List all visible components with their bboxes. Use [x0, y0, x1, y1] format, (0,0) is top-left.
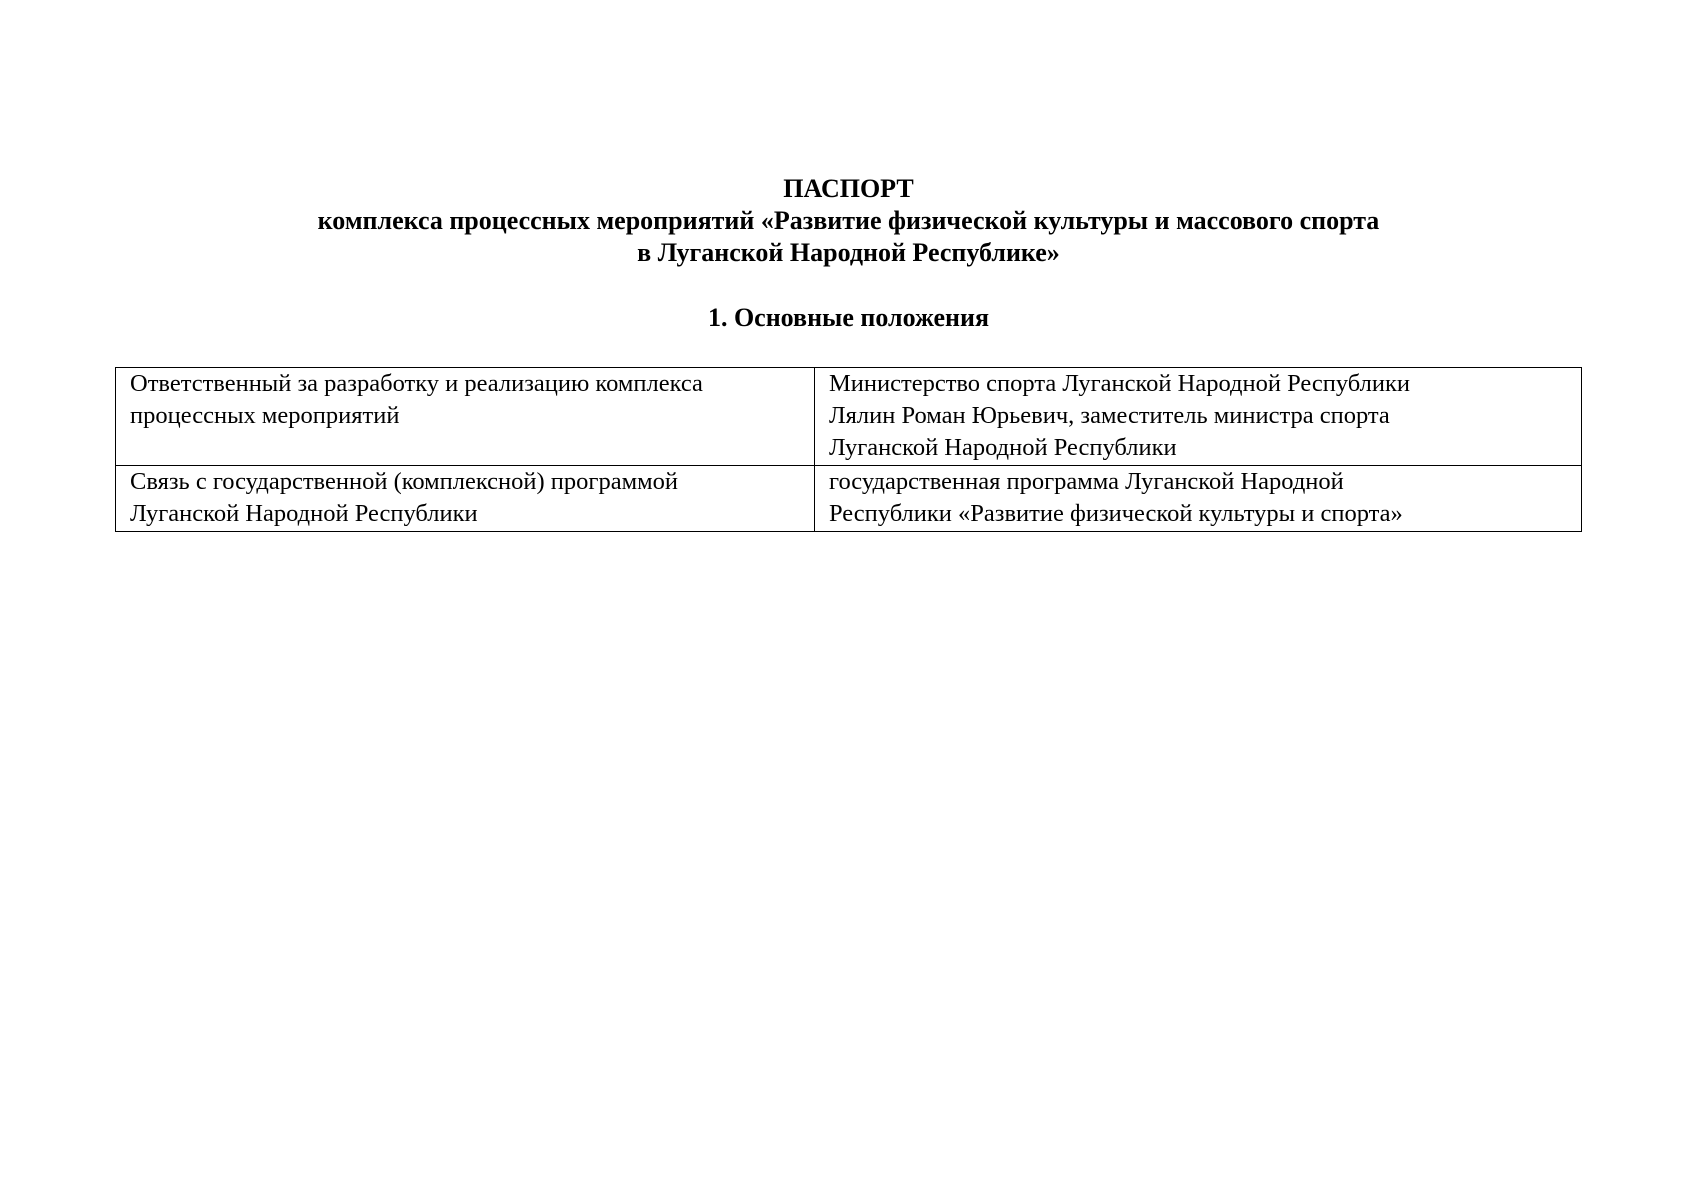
table-row: [116, 368, 1582, 466]
document-title: [0, 173, 1697, 269]
title-line-subject: комплекса процессных мероприятий «Развитие физической культуры и массового спорта: [317, 206, 1380, 235]
cell-text-line: процессных мероприятий: [130, 402, 400, 429]
cell-text-line: Ответственный за разработку и реализацию комплекса: [130, 370, 703, 397]
table-cell-label: [116, 368, 815, 466]
table-cell-value: [815, 466, 1582, 532]
section-heading: 1. Основные положения: [707, 303, 990, 332]
cell-text-line: Лялин Роман Юрьевич, заместитель министра спорта: [829, 402, 1390, 429]
table-cell-label: [116, 466, 815, 532]
cell-text-line: Министерство спорта Луганской Народной Республики: [829, 370, 1410, 397]
cell-text-line: Связь с государственной (комплексной) программой: [130, 468, 678, 495]
basic-provisions-table: [115, 367, 1582, 532]
table-row: [116, 466, 1582, 532]
title-line-passport: ПАСПОРТ: [783, 174, 914, 203]
title-line-region: в Луганской Народной Республике»: [637, 238, 1060, 267]
cell-text-line: государственная программа Луганской Народной: [829, 468, 1344, 495]
cell-text-line: Луганской Народной Республики: [829, 434, 1177, 461]
cell-text-line: Луганской Народной Республики: [130, 500, 478, 527]
table-cell-value: [815, 368, 1582, 466]
cell-text-line: Республики «Развитие физической культуры и спорта»: [829, 500, 1403, 527]
